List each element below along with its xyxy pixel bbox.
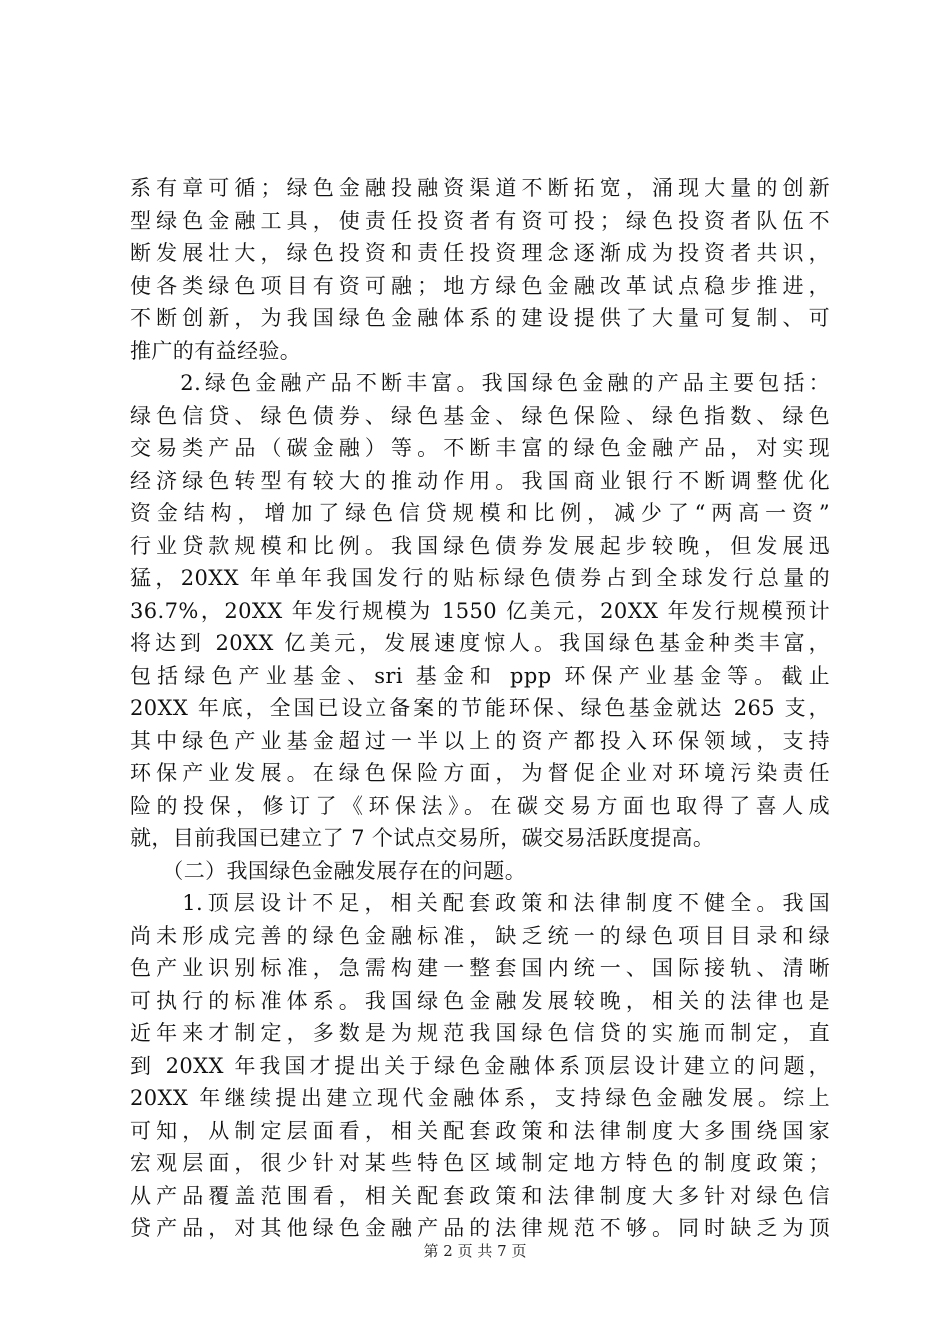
text-line: 交易类产品（碳金融）等。不断丰富的绿色金融产品，对实现 — [130, 436, 830, 460]
body-text — [130, 172, 830, 1245]
section-heading: （二）我国绿色金融发展存在的问题。 — [130, 858, 527, 883]
text-line: 贷产品，对其他绿色金融产品的法律规范不够。同时缺乏为顶 — [130, 1216, 830, 1240]
text-line: 2.绿色金融产品不断丰富。我国绿色金融的产品主要包括： — [130, 371, 830, 395]
text-line: 到 20XX 年我国才提出关于绿色金融体系顶层设计建立的问题， — [130, 1053, 830, 1078]
text-line: 可知，从制定层面看，相关配套政策和法律制度大多围绕国家 — [130, 1118, 830, 1143]
text-line: 宏观层面，很少针对某些特色区域制定地方特色的制度政策； — [130, 1151, 830, 1175]
text-line: 将达到 20XX 亿美元，发展速度惊人。我国绿色基金种类丰富， — [130, 631, 830, 655]
text-line: 20XX 年继续提出建立现代金融体系，支持绿色金融发展。综上 — [130, 1086, 830, 1110]
text-line: 可执行的标准体系。我国绿色金融发展较晚，相关的法律也是 — [130, 988, 830, 1013]
text-line: 1.顶层设计不足，相关配套政策和法律制度不健全。我国 — [130, 891, 830, 915]
text-line: 不断创新，为我国绿色金融体系的建设提供了大量可复制、可 — [130, 306, 830, 330]
text-line: 色产业识别标准，急需构建一整套国内统一、国际接轨、清晰 — [130, 956, 830, 980]
text-line: 环保产业发展。在绿色保险方面，为督促企业对环境污染责任 — [130, 761, 830, 785]
text-line: 20XX 年底，全国已设立备案的节能环保、绿色基金就达 265 支， — [130, 696, 830, 720]
text-line: 就，目前我国已建立了 7 个试点交易所，碳交易活跃度提高。 — [130, 826, 715, 850]
text-line: 猛，20XX 年单年我国发行的贴标绿色债券占到全球发行总量的 — [130, 566, 830, 590]
page-number-label: 第 2 页 共 7 页 — [423, 1242, 527, 1260]
text-line: 其中绿色产业基金超过一半以上的资产都投入环保领域，支持 — [130, 728, 830, 753]
text-line: 险的投保，修订了《环保法》。在碳交易方面也取得了喜人成 — [130, 793, 830, 818]
text-line: 36.7%，20XX 年发行规模为 1550 亿美元，20XX 年发行规模预计 — [130, 598, 830, 623]
text-line: 近年来才制定，多数是为规范我国绿色信贷的实施而制定，直 — [130, 1021, 830, 1045]
text-line: 型绿色金融工具，使责任投资者有资可投；绿色投资者队伍不 — [130, 208, 830, 233]
text-line: 断发展壮大，绿色投资和责任投资理念逐渐成为投资者共识， — [130, 241, 830, 265]
text-line: 绿色信贷、绿色债券、绿色基金、绿色保险、绿色指数、绿色 — [130, 403, 830, 428]
text-line: 使各类绿色项目有资可融；地方绿色金融改革试点稳步推进， — [130, 273, 830, 298]
text-line: 行业贷款规模和比例。我国绿色债券发展起步较晚，但发展迅 — [130, 533, 830, 558]
text-line: 从产品覆盖范围看，相关配套政策和法律制度大多针对绿色信 — [130, 1183, 830, 1208]
text-line: 推广的有益经验。 — [130, 338, 302, 363]
text-line: 尚未形成完善的绿色金融标准，缺乏统一的绿色项目目录和绿 — [130, 923, 830, 948]
text-line: 资金结构，增加了绿色信贷规模和比例，减少了“两高一资” — [130, 501, 830, 525]
text-line: 经济绿色转型有较大的推动作用。我国商业银行不断调整优化 — [130, 468, 830, 493]
page-footer — [0, 1241, 950, 1261]
text-line: 系有章可循；绿色金融投融资渠道不断拓宽，涌现大量的创新 — [130, 176, 830, 200]
text-line: 包括绿色产业基金、sri 基金和 ppp 环保产业基金等。截止 — [130, 663, 830, 688]
